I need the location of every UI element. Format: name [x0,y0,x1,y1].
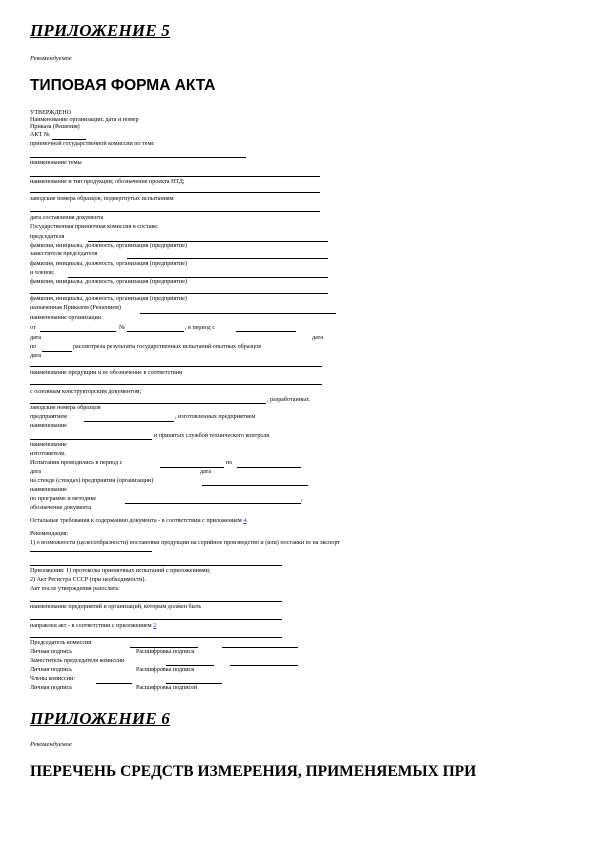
act-date-hint-5: дата [200,469,212,475]
act-appointed-by: назначенная Приказом (Решением) [30,305,121,311]
act-fio-position-1: фамилия, инициалы, должность, организация (предприятие) [30,243,188,249]
act-deputy-sign-label: Заместитель председателя комиссии [30,658,125,664]
signature-personal-1: Личная подпись [30,649,72,655]
rule-line [236,331,296,332]
act-date-hint-3: дата [30,353,42,359]
appendix-5-note: Рекомендуемое [30,55,72,62]
act-test-bench: на стенде (стендах) предприятия (организации) [30,478,154,484]
rule-line [127,331,184,332]
act-other-requirements-text: Остальные требования к содержанию документа - в соответствии с приложением [30,518,242,524]
act-developed-by: , разработанных [267,397,310,403]
act-manufactured-by: , изготовленных предприятием [175,414,256,420]
appendix-2-link[interactable]: 2 [153,623,157,629]
signature-personal-3: Личная подпись [30,685,72,691]
act-comma: , [301,496,303,502]
rule-line [140,313,336,314]
rule-line [125,503,301,504]
act-topic-name: наименование темы [30,160,82,166]
act-order-decision: Приказа (Решения) [30,124,80,130]
rule-line [166,665,214,666]
rule-line [30,176,320,177]
act-distribute: Акт после утверждения разослать: [30,586,120,592]
act-date-hint-2: дата [312,335,324,341]
act-product-type: наименование и тип продукции; обозначение проекта НТД; [30,179,185,185]
signature-decode-1: Расшифровка подписи [136,649,195,655]
appendix-6-heading: ПРИЛОЖЕНИЕ 6 [30,709,171,728]
act-tests-period: Испытания проводились в период с [30,460,123,466]
act-org-name: наименование организации [30,315,102,321]
act-name-hint-1: наименование [30,423,67,429]
act-recommendation-1: 1) о возможности (целесообразности) постановки продукции на серийное производство и (или) поставки ее на экспорт [30,540,341,546]
act-deputy-chairman: заместителя председателя [30,251,98,257]
act-approved: УТВЕРЖДЕНО [30,110,72,116]
act-sent-per-appendix [30,623,156,630]
rule-line [30,601,282,602]
act-accepted-by-qc: и принятых службой технического контроля [154,433,270,439]
rule-line [30,551,152,552]
act-recommendation-label: Рекомендация: [30,531,69,537]
rule-line [40,331,116,332]
rule-line [30,192,320,193]
act-name-hint-3: наименование [30,487,67,493]
rule-line [42,351,72,352]
signature-decode-3: Расшифровка подписей [136,685,198,691]
rule-line [30,619,282,620]
rule-line [30,439,152,440]
appendix-5-heading: ПРИЛОЖЕНИЕ 5 [30,21,171,40]
appendix-5-title: ТИПОВАЯ ФОРМА АКТА [30,77,216,94]
rule-line [30,403,266,404]
act-attachments-1: Приложения: 1) протоколы приемочных испытаний с приложениями; [30,568,211,574]
act-chairman-sign-label: Председатель комиссии [30,640,92,646]
act-tests-to: по [226,460,233,466]
act-number-label: АКТ № [30,132,50,138]
rule-line [237,467,301,468]
act-attachments-2: 2) Акт Регистра СССР (при необходимости). [30,577,146,583]
act-manufacturer: изготовителя. [30,451,66,457]
rule-line [96,683,132,684]
act-factory-numbers: заводские номера образцов [30,405,101,411]
act-recipients: наименование предприятий и организаций, которым должен быть [30,604,202,610]
act-main-design-doc: с основным конструкторским документом; [30,389,142,395]
act-date-hint-1: дата [30,335,42,341]
rule-line [30,366,322,367]
rule-line [30,157,246,158]
rule-line [222,647,298,648]
act-sent-per-appendix-text: направлен акт - в соответствии с приложением [30,623,152,629]
act-chairman: председателя [30,234,65,240]
act-org-date-number: Наименование организации; дата и номер [30,117,139,123]
act-from-label: от [30,325,36,331]
act-fio-position-3: фамилия, инициалы, должность, организация (предприятие) [30,279,188,285]
act-doc-designation: обозначение документа [30,505,92,511]
act-commission-topic: приемочной государственной комиссии по теме [30,141,155,147]
rule-line [30,637,282,638]
act-date-hint-4: дата [30,469,42,475]
act-program-method: по программе и методике [30,496,97,502]
act-number-line [52,139,86,140]
act-other-requirements [30,518,248,525]
rule-line [166,683,222,684]
rule-line [127,258,328,259]
act-members-sign-label: Члены комиссии: [30,676,75,682]
appendix-6-note: Рекомендуемое [30,741,72,748]
act-members: и членов: [30,270,55,276]
rule-line [68,277,328,278]
act-reviewed-results: рассмотрела результаты государственных испытаний опытных образцов [73,344,262,350]
signature-decode-2: Расшифровка подписи [136,667,195,673]
act-commission-composition: Государственная приемочная комиссия в составе: [30,224,159,230]
rule-line [88,241,328,242]
rule-line [230,665,298,666]
rule-line [30,293,328,294]
act-product-name: наименование продукции и ее обозначение в соответствии [30,370,183,376]
act-enterprise: предприятием [30,414,67,420]
act-other-requirements-dot: . [246,518,248,524]
rule-line [30,211,320,212]
act-no-label: № [119,325,125,331]
rule-line [30,384,322,385]
act-period-from: , в период с [185,325,215,331]
rule-line [160,467,224,468]
act-fio-position-2: фамилия, инициалы, должность, организация (предприятие) [30,261,188,267]
appendix-4-link[interactable]: 4 [243,518,247,524]
act-fio-position-4: фамилия, инициалы, должность, организация (предприятие) [30,296,188,302]
act-date-compiled: дата составления документа [30,215,104,221]
rule-line [202,485,308,486]
rule-line [130,647,198,648]
rule-line [84,421,174,422]
act-name-hint-2: наименование [30,442,67,448]
signature-personal-2: Личная подпись [30,667,72,673]
appendix-6-title: ПЕРЕЧЕНЬ СРЕДСТВ ИЗМЕРЕНИЯ, ПРИМЕНЯЕМЫХ ПРИ [30,763,477,780]
act-to-label: по [30,344,37,350]
act-serial-numbers: заводские номера образцов, подвергнутых испытаниям [30,196,174,202]
rule-line [30,565,282,566]
